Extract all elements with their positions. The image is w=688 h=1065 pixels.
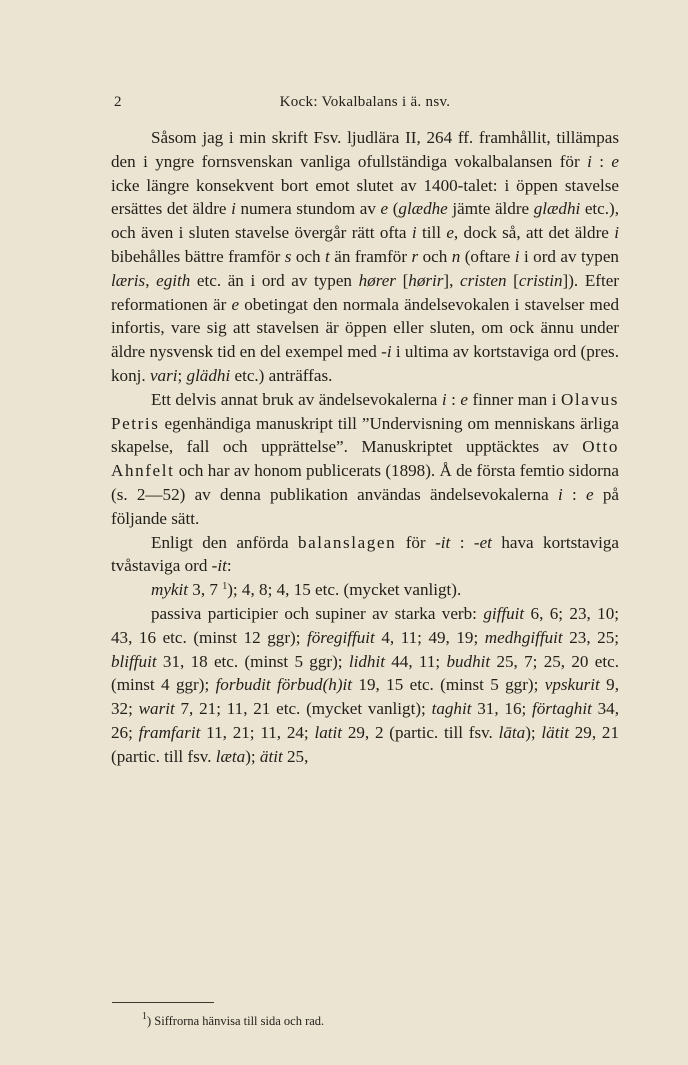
footnote-marker: 1 <box>142 1011 147 1022</box>
footnote-divider <box>112 1002 214 1003</box>
paragraph-1: Såsom jag i min skrift Fsv. ljudlära II, 264 ff. framhållit, tillämpas den i yngre fornsvenskan vanliga ofullständiga vokalbalansen för i : e icke längre konsekvent bort emot slutet av 1400-talet: i öppen stavelse ersättes det äldre i numera stundom av e (glædhe jämte äldre glædhi etc.), och även i sluten stavelse övergår rätt ofta i till e, dock så, att det äldre i bibehålles bättre framför s och t än framför r och n (oftare i i ord av typen læris, egith etc. än i ord av typen hører [hørir], cristen [cristin]). Efter reformationen är e obetingat den normala ändelsevokalen i stavelser med infortis, vare sig att stavelsen är öppen eller sluten, om ock ännu under äldre nysvensk tid en del exempel med -i i ultima av kortstaviga ord (pres. konj. vari; glädhi etc.) anträffas. <box>111 128 620 385</box>
footnote-ref: 1 <box>222 581 228 593</box>
footnote-text: ) Siffrorna hänvisa till sida och rad. <box>147 1014 325 1028</box>
paragraph-4: mykit 3, 7 $^1$); 4, 8; 4, 15 etc. (mycket vanligt). <box>151 580 462 600</box>
running-title: Kock: Vokalbalans i ä. nsv. <box>279 94 451 110</box>
footnote <box>142 1013 612 1029</box>
page-header <box>112 94 618 114</box>
page-number: 2 <box>114 94 122 110</box>
paragraph-5: passiva participier och supiner av starka verb: giffuit 6, 6; 23, 10; 43, 16 etc. (minst 12 ggr); föregiffuit 4, 11; 49, 19; medhgiffuit 23, 25; bliffuit 31, 18 etc. (minst 5 ggr); lidhit 44, 11; budhit 25, 7; 25, 20 etc. (minst 4 ggr); forbudit förbud(h)it 19, 15 etc. (minst 5 ggr); vpskurit 9, 32; warit 7, 21; 11, 21 etc. (mycket vanligt); taghit 31, 16; förtaghit 34, 26; framfarit 11, 21; 11, 24; latit 29, 2 (partic. till fsv. lāta); lätit 29, 21 (partic. till fsv. læta); ätit 25, <box>111 603 620 766</box>
paragraph-2: Ett delvis annat bruk av ändelsevokalerna i : e finner man i Olavus Petris egenhändiga manuskript till ”Undervisning om menniskans ärliga skapelse, fall och upprättelse”. Manuskriptet upptäcktes av Otto Ahnfelt och har av honom publicerats (1898). Å de första femtio sidorna (s. 2—52) av denna publikation användas ändelsevokalerna i : e på följande sätt. <box>111 389 619 528</box>
paragraph-3: Enligt den anförda balanslagen för -it : -et hava kortstaviga tvåstaviga ord -it: <box>111 532 620 576</box>
body-text <box>111 126 619 769</box>
